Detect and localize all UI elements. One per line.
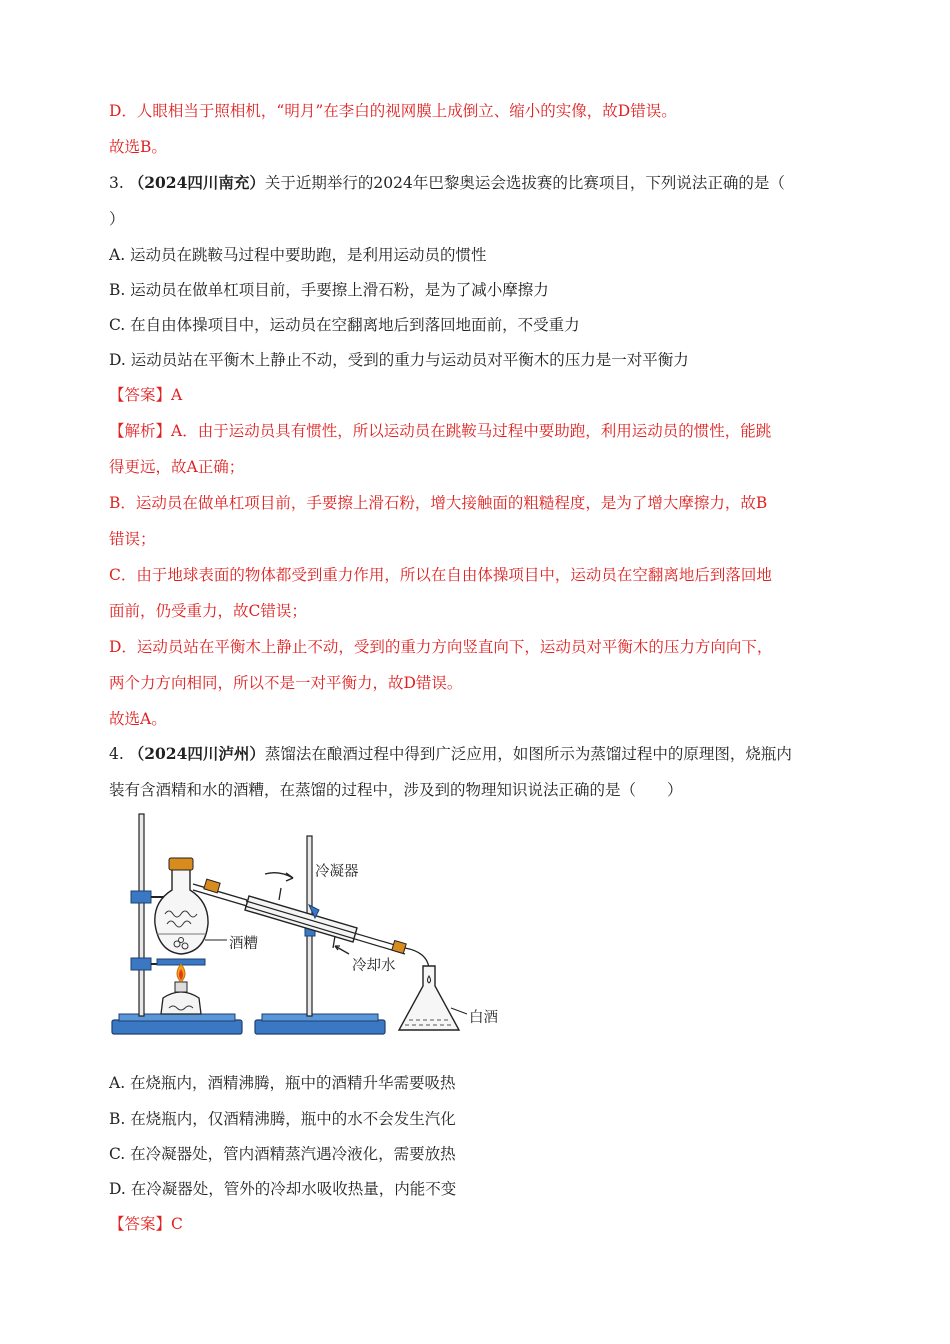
q4-answer [109, 1213, 183, 1235]
cooling-water-pointer [335, 946, 349, 954]
prev-option-d-analysis: D．人眼相当于照相机，“明月”在李白的视网膜上成倒立、缩小的实像，故D错误。 [109, 102, 677, 120]
q3-analysis-line-1: 【解析】A．由于运动员具有惯性，所以运动员在跳鞍马过程中要助跑，利用运动员的惯性，能跳 [109, 422, 772, 440]
left-stand-base-top [119, 1014, 235, 1021]
q3-analysis-tag: 【解析】 [109, 422, 172, 440]
q3-source: （2024四川南充） [128, 173, 265, 192]
label-mash: 酒糟 [229, 936, 258, 952]
q3-analysis-line-4: 错误； [109, 530, 156, 548]
label-condenser: 冷凝器 [315, 864, 359, 880]
q3-option-d: D. 运动员站在平衡木上静止不动，受到的重力与运动员对平衡木的压力是一对平衡力 [109, 351, 689, 369]
flow-arrowhead [286, 873, 293, 881]
ring-clamp-block [131, 958, 151, 970]
left-stand-base [112, 1020, 242, 1034]
outlet-stopper [392, 940, 406, 953]
q3-stem: 关于近期举行的2024年巴黎奥运会选拔赛的比赛项目，下列说法正确的是（ [264, 174, 785, 192]
q3-choose-text: 故选A。 [109, 710, 167, 728]
outlet-adapter [405, 948, 429, 968]
upper-clamp-block [131, 891, 151, 903]
prev-choose-text: 故选B。 [109, 138, 167, 156]
liquor-pointer [451, 1008, 467, 1014]
label-liquor: 白酒 [469, 1010, 498, 1026]
q3-answer-value: A [171, 386, 183, 404]
q4-stem: 蒸馏法在酿酒过程中得到广泛应用，如图所示为蒸馏过程中的原理图，烧瓶内 [264, 745, 792, 763]
q3-analysis-line-3: B．运动员在做单杠项目前，手要擦上滑石粉，增大接触面的粗糙程度，是为了增大摩擦力，故B [109, 494, 768, 512]
round-bottom-flask [155, 866, 208, 954]
q4-option-c: C. 在冷凝器处，管内酒精蒸汽遇冷液化，需要放热 [109, 1145, 456, 1163]
q3-answer-tag: 【答案】 [109, 386, 172, 404]
q4-stem-line-1 [109, 743, 792, 765]
water-inlet [333, 936, 335, 948]
distillation-apparatus-diagram [109, 808, 509, 1040]
right-stand-base-top [262, 1014, 378, 1021]
q3-analysis-line-8: 两个力方向相同，所以不是一对平衡力，故D错误。 [109, 674, 463, 692]
q3-stem-line-2: ） [109, 210, 125, 228]
flask-stopper [169, 858, 193, 870]
q3-stem-line-1 [109, 172, 785, 194]
q3-analysis-line-2: 得更远，故A正确； [109, 458, 245, 476]
q4-answer-value: C [171, 1215, 183, 1233]
q3-option-c: C. 在自由体操项目中，运动员在空翻离地后到落回地面前，不受重力 [109, 316, 580, 334]
q4-option-a: A. 在烧瓶内，酒精沸腾，瓶中的酒精升华需要吸热 [109, 1074, 456, 1092]
side-arm-stopper [204, 879, 220, 893]
q3-option-b: B. 运动员在做单杠项目前，手要擦上滑石粉，是为了减小摩擦力 [109, 281, 549, 299]
q3-option-a: A. 运动员在跳鞍马过程中要助跑，是利用运动员的惯性 [109, 246, 487, 264]
q4-answer-tag: 【答案】 [109, 1215, 172, 1233]
q4-number: 4. [109, 745, 124, 763]
q4-option-b: B. 在烧瓶内，仅酒精沸腾，瓶中的水不会发生汽化 [109, 1110, 456, 1128]
water-outlet [279, 888, 281, 900]
q4-option-d: D. 在冷凝器处，管外的冷却水吸收热量，内能不变 [109, 1180, 457, 1198]
right-stand-base [255, 1020, 385, 1034]
label-cooling-water: 冷却水 [352, 958, 396, 974]
alcohol-lamp [161, 992, 201, 1014]
liquor-drop [428, 976, 431, 983]
q4-source: （2024四川泸州） [128, 744, 265, 763]
lamp-wick-holder [175, 982, 187, 992]
q3-number: 3. [109, 174, 124, 192]
q3-analysis-line-7: D．运动员站在平衡木上静止不动，受到的重力方向竖直向下，运动员对平衡木的压力方向向下， [109, 638, 773, 656]
condenser-inner-tube [245, 906, 405, 954]
q3-analysis-line-5: C．由于地球表面的物体都受到重力作用，所以在自由体操项目中，运动员在空翻离地后到落回地 [109, 566, 772, 584]
condenser-inner-tube [246, 901, 405, 948]
q4-stem-line-2: 装有含酒精和水的酒糟，在蒸馏的过程中，涉及到的物理知识说法正确的是（ ） [109, 781, 683, 799]
distillation-figure [109, 808, 509, 1040]
left-stand-rod [139, 814, 144, 1016]
q3-analysis-line-6: 面前，仍受重力，故C错误； [109, 602, 307, 620]
q3-answer [109, 384, 182, 406]
